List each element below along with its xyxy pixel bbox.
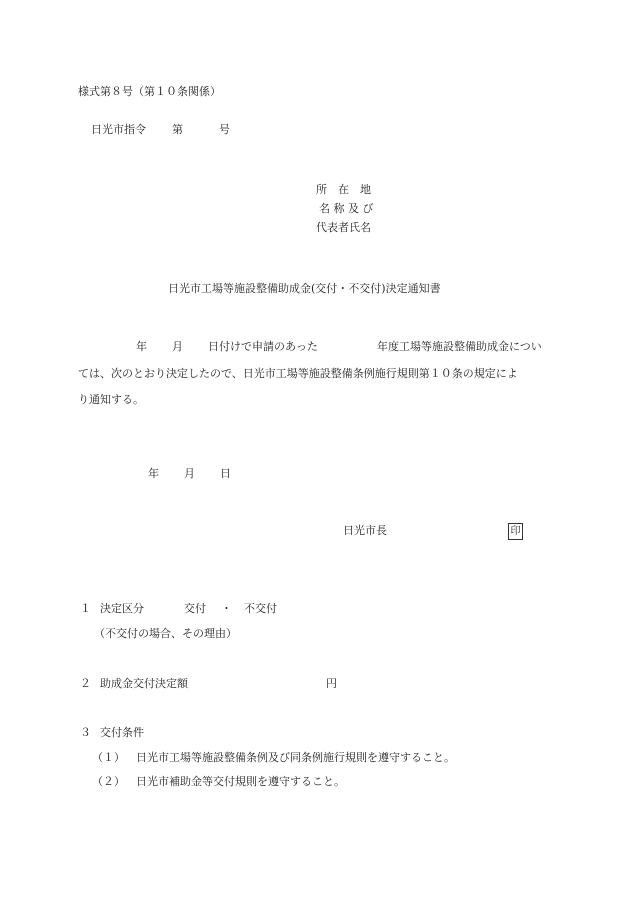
body-line-2: ては、次のとおり決定したので、日光市工場等施設整備条例施行規則第１０条の規定によ	[78, 367, 518, 380]
mayor-title: 日光市長	[343, 524, 387, 537]
address-label: 所 在 地	[316, 183, 371, 196]
date-year: 年	[148, 467, 159, 480]
item-3-number: ３	[80, 726, 91, 739]
item-1-reason-note: （不交付の場合、その理由）	[94, 627, 237, 640]
body-line-3: り通知する。	[78, 393, 144, 406]
item-2-number: ２	[80, 677, 91, 690]
form-label: 様式第８号（第１０条関係）	[78, 85, 221, 98]
name-label: 名 称 及 び	[319, 202, 374, 215]
date-day: 日	[220, 467, 231, 480]
seal-mark: 印	[508, 523, 523, 540]
item-1-no-grant: 不交付	[244, 602, 277, 615]
body-month: 月	[172, 340, 183, 353]
item-2-label: 助成金交付決定額	[100, 677, 188, 690]
ref-issuer: 日光市指令	[91, 123, 146, 136]
ref-dai: 第	[172, 123, 183, 136]
body-fiscal-text: 年度工場等施設整備助成金につい	[377, 340, 542, 353]
body-date-text: 日付けで申請のあった	[208, 340, 318, 353]
item-1-label: 決定区分	[100, 602, 144, 615]
body-year: 年	[136, 340, 147, 353]
item-3-label: 交付条件	[100, 726, 144, 739]
condition-1-text: 日光市工場等施設整備条例及び同条例施行規則を遵守すること。	[136, 751, 455, 764]
item-1-grant: 交付	[184, 602, 206, 615]
condition-2-number: （２）	[92, 775, 125, 788]
condition-1-number: （１）	[92, 751, 125, 764]
item-1-separator: ・	[221, 602, 232, 615]
document-title: 日光市工場等施設整備助成金(交付・不交付)決定通知書	[168, 282, 441, 295]
item-2-yen: 円	[326, 677, 337, 690]
item-1-number: １	[80, 602, 91, 615]
ref-go: 号	[219, 123, 230, 136]
date-month: 月	[184, 467, 195, 480]
condition-2-text: 日光市補助金等交付規則を遵守すること。	[136, 775, 345, 788]
representative-label: 代表者氏名	[316, 221, 371, 234]
